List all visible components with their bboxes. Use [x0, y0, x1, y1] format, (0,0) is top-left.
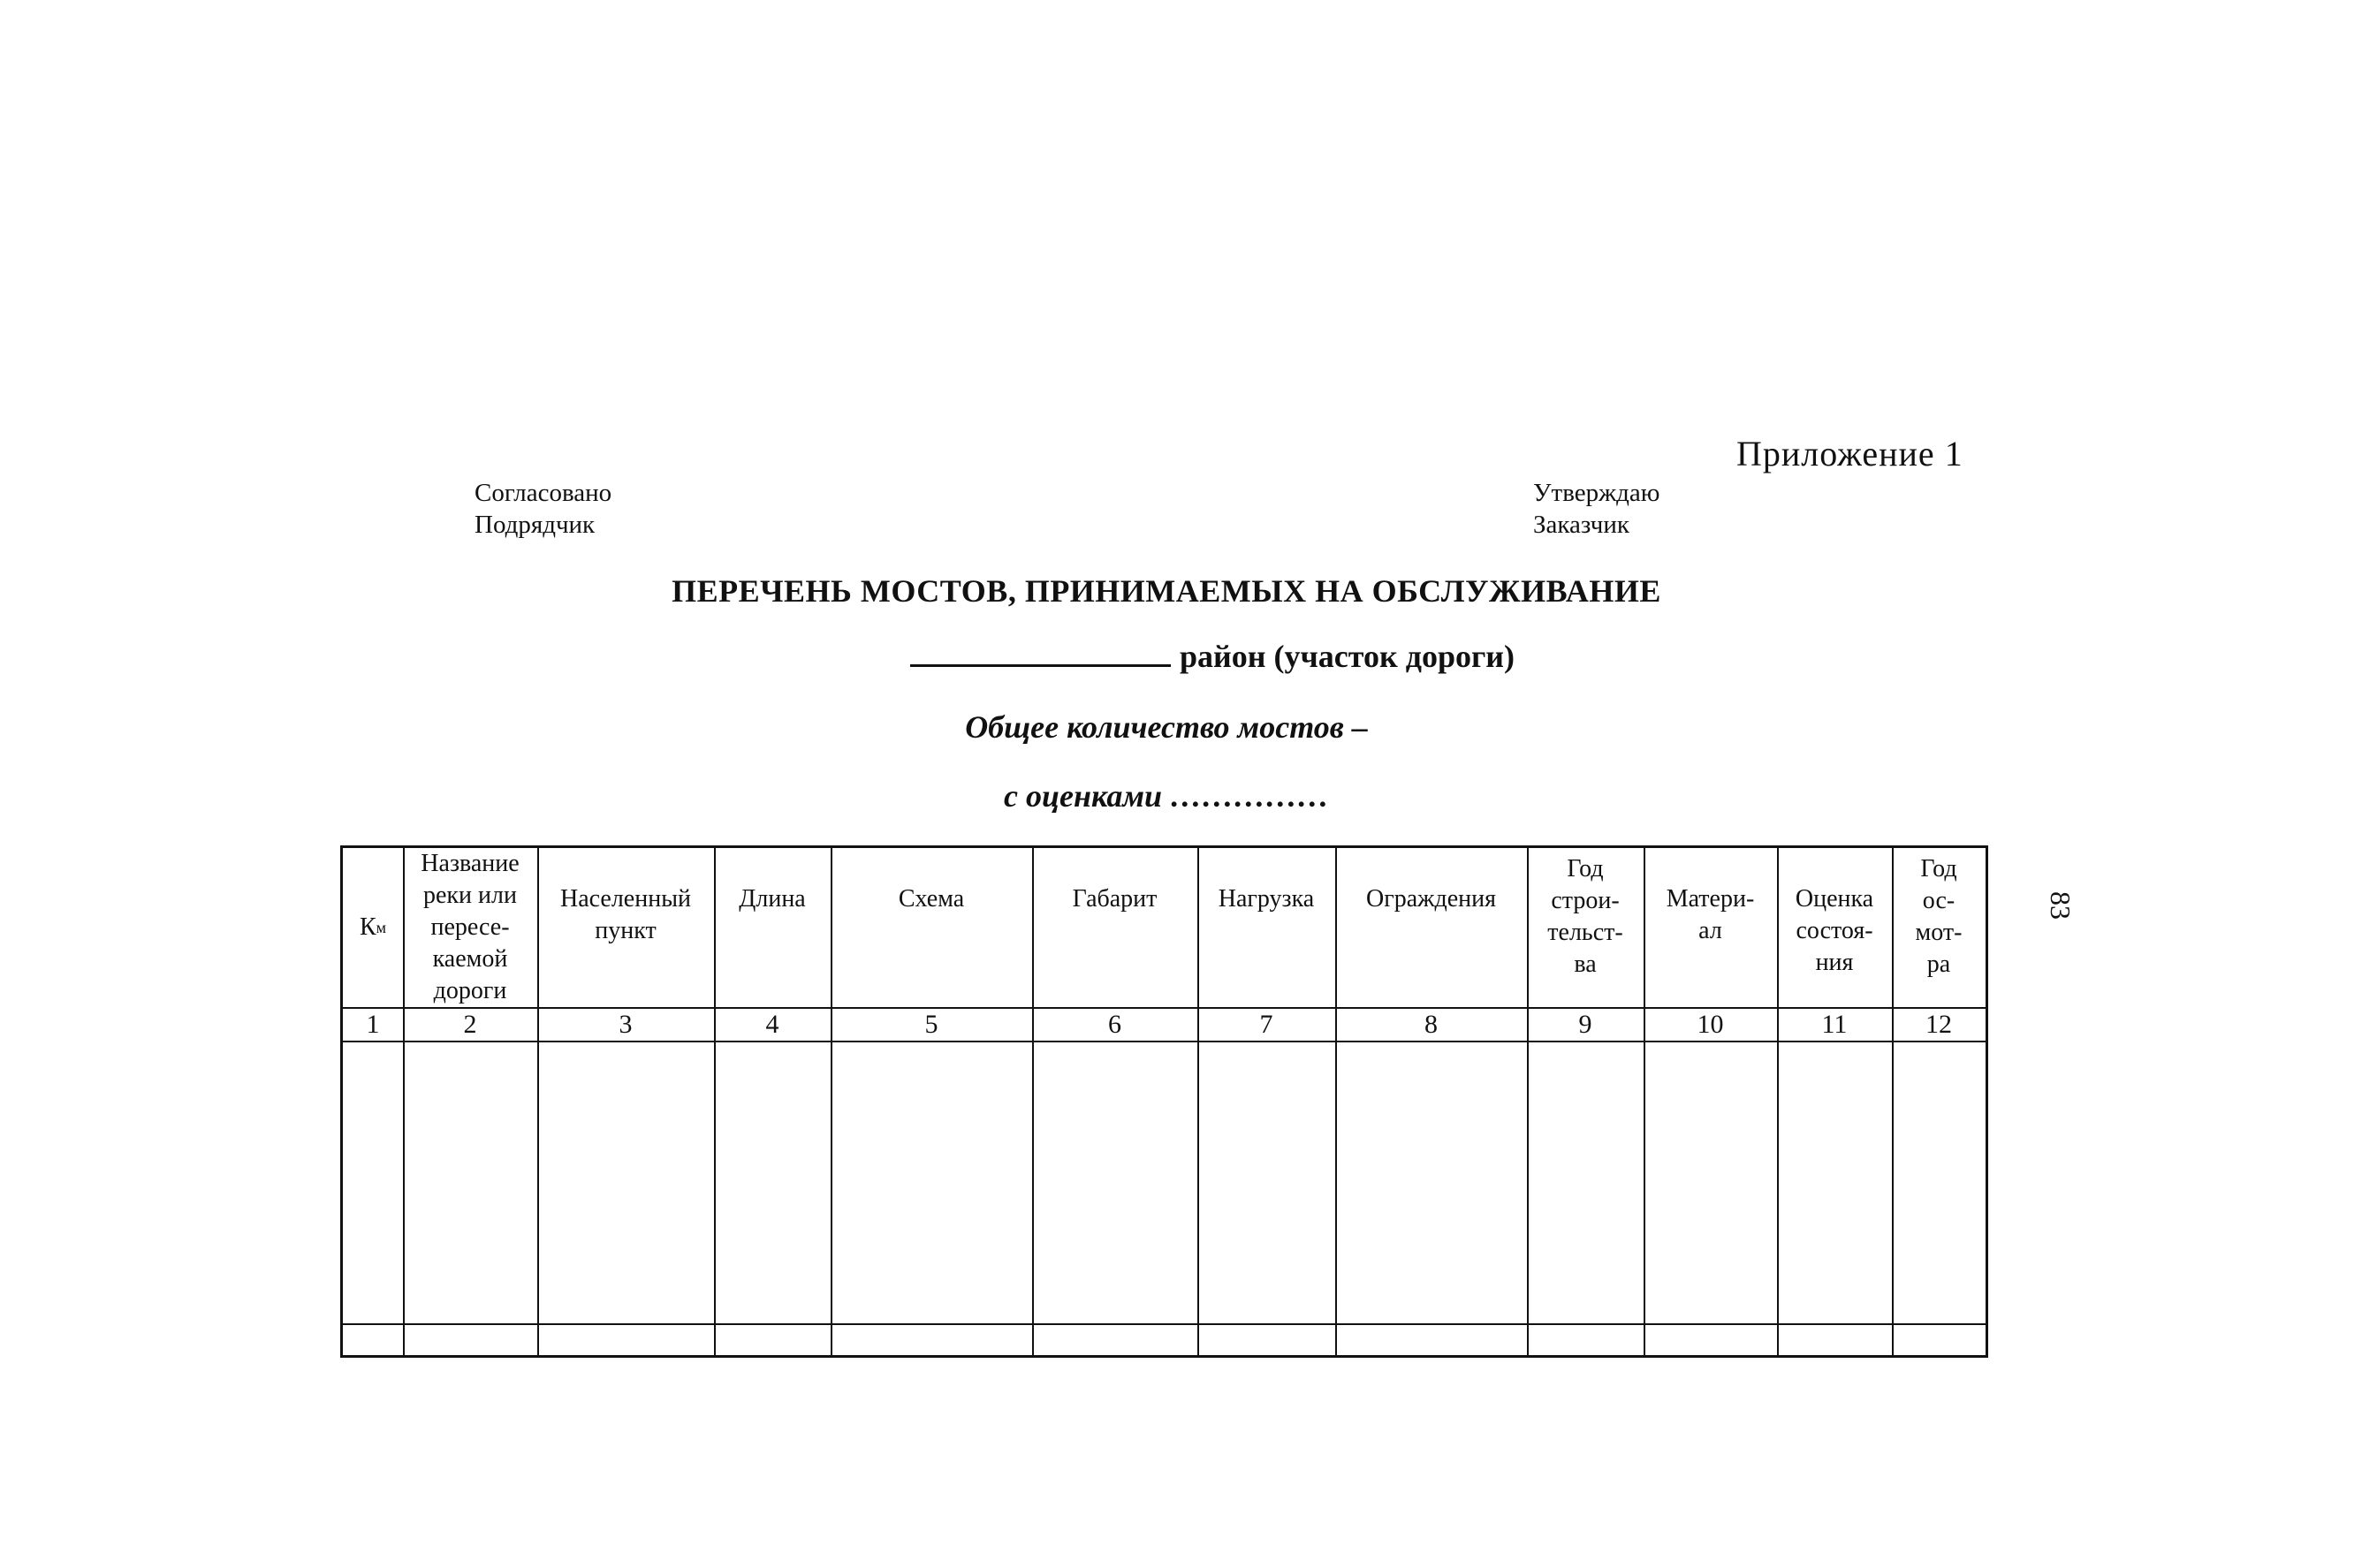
- header-river-name: Название реки или пересе- каемой дороги: [421, 850, 520, 1004]
- page-number: 83: [2045, 891, 2077, 920]
- header-fences: Ограждения: [1366, 885, 1496, 913]
- column-number: 12: [1925, 1010, 1952, 1039]
- header-material: Матери- ал: [1666, 885, 1755, 944]
- column-number: 7: [1259, 1010, 1273, 1039]
- contractor-label: Подрядчик: [475, 511, 596, 539]
- approve-block: [1533, 477, 1659, 541]
- header-length: Длина: [739, 885, 806, 913]
- column-number: 11: [1821, 1010, 1848, 1039]
- district-label: район (участок дороги): [1180, 639, 1515, 674]
- header-scheme: Схема: [898, 885, 965, 913]
- appendix-label: Приложение 1: [1736, 434, 1963, 473]
- bottom-row-divider: [343, 1323, 1986, 1325]
- column-number: 9: [1578, 1010, 1592, 1039]
- column-number: 1: [366, 1010, 380, 1039]
- column-number: 5: [924, 1010, 938, 1039]
- header-km: [343, 848, 403, 1007]
- agreed-label: Согласовано: [475, 479, 612, 507]
- header-gabarit: Габарит: [1072, 885, 1158, 913]
- column-number: 10: [1697, 1010, 1724, 1039]
- document-title: ПЕРЕЧЕНЬ МОСТОВ, ПРИНИМАЕМЫХ НА ОБСЛУЖИВАНИЕ: [672, 573, 1661, 609]
- column-number: 2: [463, 1010, 477, 1039]
- district-line: [910, 638, 1515, 675]
- numbers-divider: [343, 1041, 1986, 1042]
- approve-label: Утверждаю: [1533, 479, 1660, 507]
- header-settlement: Населенный пункт: [559, 885, 691, 944]
- header-condition: Оценка состоя- ния: [1795, 885, 1874, 976]
- header-km-sub: м: [376, 919, 387, 936]
- header-km-text: К: [359, 913, 376, 941]
- ratings-label: с оценками ……………: [1004, 778, 1329, 814]
- district-blank-field[interactable]: [910, 638, 1171, 667]
- column-number: 4: [765, 1010, 779, 1039]
- customer-label: Заказчик: [1533, 511, 1629, 539]
- column-number: 6: [1108, 1010, 1121, 1039]
- total-bridges-label: Общее количество мостов –: [965, 709, 1368, 745]
- agreed-block: [475, 477, 611, 541]
- header-inspection-year: Год ос- мот- ра: [1915, 855, 1963, 978]
- bridges-table: [340, 845, 1988, 1358]
- column-number: 8: [1424, 1010, 1438, 1039]
- header-construction-year: Год строи- тельст- ва: [1547, 855, 1623, 978]
- column-number: 3: [619, 1010, 633, 1039]
- header-load: Нагрузка: [1218, 885, 1315, 913]
